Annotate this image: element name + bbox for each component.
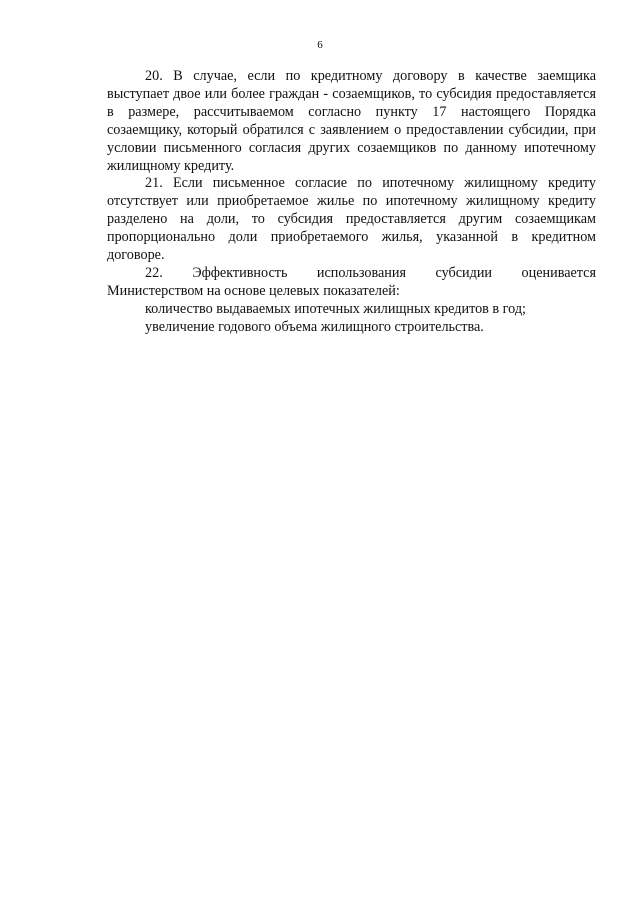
paragraph-22-line-1: 22. Эффективность использования субсидии оценивается	[145, 264, 596, 281]
paragraph-20: 20. В случае, если по кредитному договору в качестве заемщика выступает двое или более граждан - созаемщиков, то субсидия предоставляется в размере, рассчитываемом согласно пункту 17 настоящего Порядка созаемщику, который обратился с заявлением о предоставлении субсидии, при условии письменного согласия других созаемщиков по данному ипотечному жилищному кредиту.	[107, 68, 596, 174]
paragraph-21: 21. Если письменное согласие по ипотечному жилищному кредиту отсутствует или приобретаемое жилье по ипотечному жилищному кредиту разделено на доли, то субсидия предоставляется другим созаемщикам пропорционально доли приобретаемого жилья, указанной в кредитном договоре.	[107, 175, 596, 264]
document-body	[107, 68, 596, 337]
page-number: 6	[317, 39, 323, 51]
indicator-item-loans: количество выдаваемых ипотечных жилищных кредитов в год;	[145, 300, 526, 317]
paragraph-22-line-2: Министерством на основе целевых показателей:	[107, 282, 400, 299]
indicator-item-construction: увеличение годового объема жилищного строительства.	[145, 318, 484, 335]
